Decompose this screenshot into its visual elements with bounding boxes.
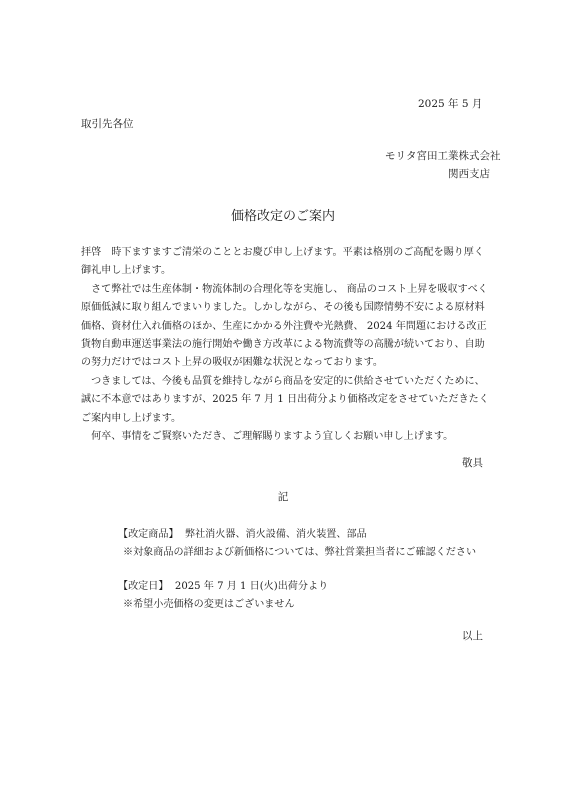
sender-company: モリタ宮田工業株式会社 — [385, 150, 501, 162]
item-date — [118, 577, 328, 592]
item-date-label: 【改定日】 — [118, 581, 169, 592]
item-products-value: 弊社消火器、消火設備、消火装置、部品 — [184, 529, 367, 540]
item-date-value: 2025 年 7 月 1 日(火)出荷分より — [174, 581, 329, 592]
body-paragraph-greeting: 拝啓 時下ますますご清栄のこととお慶び申し上げます。平素は格別のご高配を賜り厚く御礼申し上げます。 — [81, 247, 484, 277]
letter-body — [81, 244, 491, 446]
body-paragraph-reason: さて弊社では生産体制・物流体制の合理化等を実施し、 商品のコスト上昇を吸収すべく原価低減に取り組んでまいりました。しかしながら、その後も国際情勢不安による原材料価格、資材仕入れ価格のほか、生産にかかる外注費や光熱費、 2024 年問題における改正貨物自動車運送事業法の施行開始や働き方改革による物流費等の高騰が続いており、自助の努力だけではコスト上昇の吸収が困難な状況となっております。 — [81, 283, 488, 369]
item-products-note: ※対象商品の詳細および新価格については、弊社営業担当者にご確認ください — [123, 547, 477, 558]
item-date-note: ※希望小売価格の変更はございません — [123, 599, 295, 610]
item-products — [118, 525, 367, 540]
ki-heading: 記 — [277, 491, 289, 503]
body-paragraph-announcement: つきましては、今後も品質を維持しながら商品を安定的に供給させていただくために、誠に不本意ではありますが、2025 年 7 月 1 日出荷分より価格改定をさせていただきたくご案内申し上げます。 — [81, 375, 489, 424]
page-title: 価格改定のご案内 — [230, 209, 335, 224]
sender-branch: 関西支店 — [448, 168, 490, 180]
item-products-label: 【改定商品】 — [118, 529, 179, 540]
letter-date: 2025 年 5 月 — [418, 98, 483, 110]
closing-ijou: 以上 — [462, 630, 483, 642]
recipient: 取引先各位 — [81, 118, 134, 130]
closing-keigu: 敬具 — [462, 457, 483, 469]
body-paragraph-request: 何卒、事情をご賢察いただき、ご理解賜りますよう宜しくお願い申し上げます。 — [81, 431, 454, 443]
